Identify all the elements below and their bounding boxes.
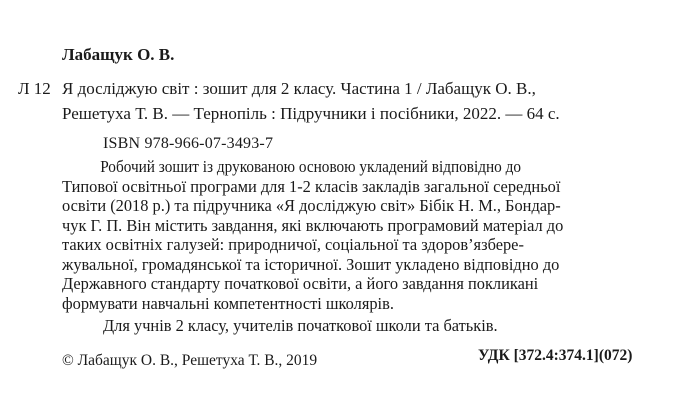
copyright: © Лабащук О. В., Решетуха Т. В., 2019 bbox=[62, 352, 318, 369]
class-code: Л 12 bbox=[18, 79, 51, 98]
udk-code: УДК [372.4:374.1](072) bbox=[478, 347, 633, 364]
abstract bbox=[62, 157, 662, 313]
abstract-line: Державного стандарту початкової освіти, а його завдання покликані bbox=[62, 274, 539, 293]
catalog-line-1: Я досліджую світ : зошит для 2 класу. Частина 1 / Лабащук О. В., bbox=[62, 79, 536, 98]
audience-note: Для учнів 2 класу, учителів початкової школи та батьків. bbox=[103, 316, 498, 335]
abstract-line: чук Г. П. Він містить завдання, які включають програмовий матеріал до bbox=[62, 215, 564, 235]
abstract-line: освіти (2018 р.) та підручника «Я досліджую світ» Бібік Н. М., Бондар- bbox=[62, 196, 561, 215]
abstract-line: Робочий зошит із друкованою основою укладений відповідно до bbox=[100, 157, 522, 176]
isbn: ISBN 978-966-07-3493-7 bbox=[103, 135, 274, 152]
abstract-line: жувальної, громадянської та історичної. Зошит укладено відповідно до bbox=[62, 254, 560, 274]
abstract-line: Типової освітньої програми для 1-2 класів закладів загальної середньої bbox=[62, 176, 561, 196]
abstract-line: формувати навчальні компетентності школярів. bbox=[62, 293, 394, 313]
catalog-line-2: Решетуха Т. В. — Тернопіль : Підручники і посібники, 2022. — 64 с. bbox=[62, 104, 560, 123]
abstract-line: таких освітніх галузей: природничої, соціальної та здоров’язбере- bbox=[62, 235, 524, 254]
author-heading: Лабащук О. В. bbox=[62, 45, 175, 64]
